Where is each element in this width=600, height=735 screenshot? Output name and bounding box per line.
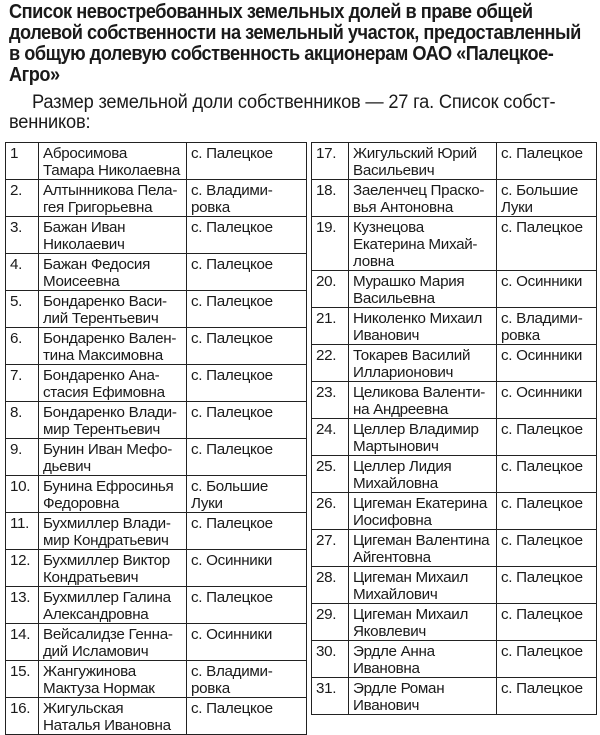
owner-row xyxy=(312,678,597,715)
owner-row xyxy=(6,550,307,587)
owner-name: Заеленчец Праско- вья Антоновна xyxy=(349,180,497,217)
owner-row xyxy=(6,180,307,217)
owner-row xyxy=(6,439,307,476)
owner-village: с. Осинники xyxy=(497,271,597,308)
owner-village: с. Палецкое xyxy=(497,641,597,678)
intro-line: венников: xyxy=(9,112,91,133)
owner-name: Целлер Владимир Мартынович xyxy=(349,419,497,456)
owner-name: Бондаренко Ана- стасия Ефимовна xyxy=(39,365,187,402)
owner-name: Николенко Михаил Иванович xyxy=(349,308,497,345)
owner-village: с. Палецкое xyxy=(187,513,307,550)
document-title: Список невостребованных земельных долей в праве общей долевой собственности на земельный участок, предоставленный в общую долевую собственность акционерам ОАО «Палецкое-Агро» xyxy=(9,1,581,86)
owner-row xyxy=(312,419,597,456)
row-number: 22. xyxy=(312,345,349,382)
owner-name: Целлер Лидия Михайловна xyxy=(349,456,497,493)
owner-village: с. Палецкое xyxy=(497,530,597,567)
row-number: 10. xyxy=(6,476,39,513)
owner-village: с. Осинники xyxy=(497,345,597,382)
owner-row xyxy=(6,254,307,291)
owner-row xyxy=(6,661,307,698)
owner-village: с. Осинники xyxy=(187,550,307,587)
owner-village: с. Палецкое xyxy=(497,567,597,604)
owner-village: с. Палецкое xyxy=(187,439,307,476)
owner-row xyxy=(6,143,307,180)
owner-village: с. Палецкое xyxy=(187,587,307,624)
owner-row xyxy=(312,143,597,180)
owner-village: с. Палецкое xyxy=(187,217,307,254)
row-number: 16. xyxy=(6,698,39,735)
owner-name: Бунина Ефросинья Федоровна xyxy=(39,476,187,513)
owner-village: с. Палецкое xyxy=(497,678,597,715)
owner-name: Жигульская Наталья Ивановна xyxy=(39,698,187,735)
row-number: 31. xyxy=(312,678,349,715)
row-number: 29. xyxy=(312,604,349,641)
row-number: 8. xyxy=(6,402,39,439)
owner-name: Вейсалидзе Генна- дий Исламович xyxy=(39,624,187,661)
owner-row xyxy=(6,587,307,624)
owner-name: Бондаренко Васи- лий Терентьевич xyxy=(39,291,187,328)
owner-village: с. Осинники xyxy=(497,382,597,419)
row-number: 9. xyxy=(6,439,39,476)
owner-row xyxy=(312,604,597,641)
owner-row xyxy=(6,217,307,254)
owner-row xyxy=(312,217,597,271)
owner-row xyxy=(312,345,597,382)
owner-village: с. Палецкое xyxy=(187,698,307,735)
row-number: 7. xyxy=(6,365,39,402)
owner-village: с. Палецкое xyxy=(187,365,307,402)
row-number: 19. xyxy=(312,217,349,271)
owner-village: с. Большие Луки xyxy=(497,180,597,217)
row-number: 15. xyxy=(6,661,39,698)
owner-name: Цигеман Михаил Михайлович xyxy=(349,567,497,604)
owner-row xyxy=(312,530,597,567)
intro-line: Размер земельной доли собственников — 27 га. Список собст- xyxy=(32,92,556,113)
owner-name: Алтынникова Пела- гея Григорьевна xyxy=(39,180,187,217)
owner-name: Кузнецова Екатерина Михай- ловна xyxy=(349,217,497,271)
owner-row xyxy=(312,641,597,678)
row-number: 28. xyxy=(312,567,349,604)
row-number: 11. xyxy=(6,513,39,550)
owner-name: Токарев Василий Илларионович xyxy=(349,345,497,382)
row-number: 3. xyxy=(6,217,39,254)
owner-name: Бажан Иван Николаевич xyxy=(39,217,187,254)
row-number: 13. xyxy=(6,587,39,624)
owner-name: Бондаренко Влади- мир Терентьевич xyxy=(39,402,187,439)
owner-village: с. Большие Луки xyxy=(187,476,307,513)
owner-row xyxy=(6,365,307,402)
owners-table-right xyxy=(311,142,597,715)
owner-name: Цигеман Екатерина Иосифовна xyxy=(349,493,497,530)
row-number: 27. xyxy=(312,530,349,567)
owner-name: Целикова Валенти- на Андреевна xyxy=(349,382,497,419)
owner-village: с. Палецкое xyxy=(497,143,597,180)
row-number: 25. xyxy=(312,456,349,493)
row-number: 18. xyxy=(312,180,349,217)
owner-name: Бажан Федосия Моисеевна xyxy=(39,254,187,291)
row-number: 20. xyxy=(312,271,349,308)
owner-row xyxy=(312,567,597,604)
owner-name: Бухмиллер Галина Александровна xyxy=(39,587,187,624)
owner-village: с. Палецкое xyxy=(187,143,307,180)
owner-name: Мурашко Мария Васильевна xyxy=(349,271,497,308)
owner-village: с. Владими- ровка xyxy=(187,661,307,698)
owner-row xyxy=(6,476,307,513)
owner-village: с. Палецкое xyxy=(187,254,307,291)
owner-name: Бухмиллер Виктор Кондратьевич xyxy=(39,550,187,587)
owner-row xyxy=(6,513,307,550)
owner-name: Абросимова Тамара Николаевна xyxy=(39,143,187,180)
row-number: 24. xyxy=(312,419,349,456)
row-number: 1 xyxy=(6,143,39,180)
owner-name: Жангужинова Мактуза Нормак xyxy=(39,661,187,698)
owner-row xyxy=(312,180,597,217)
row-number: 23. xyxy=(312,382,349,419)
owner-row xyxy=(312,382,597,419)
owner-name: Цигеман Михаил Яковлевич xyxy=(349,604,497,641)
owner-village: с. Палецкое xyxy=(497,419,597,456)
owner-village: с. Палецкое xyxy=(187,328,307,365)
row-number: 6. xyxy=(6,328,39,365)
owner-row xyxy=(312,308,597,345)
row-number: 2. xyxy=(6,180,39,217)
owner-village: с. Осинники xyxy=(187,624,307,661)
row-number: 4. xyxy=(6,254,39,291)
owner-name: Эрдле Анна Ивановна xyxy=(349,641,497,678)
owner-name: Цигеман Валентина Айгентовна xyxy=(349,530,497,567)
owner-name: Бухмиллер Влади- мир Кондратьевич xyxy=(39,513,187,550)
owner-village: с. Палецкое xyxy=(497,217,597,271)
row-number: 14. xyxy=(6,624,39,661)
owner-row xyxy=(6,402,307,439)
owners-table-left xyxy=(5,142,307,735)
owner-name: Жигульский Юрий Васильевич xyxy=(349,143,497,180)
owner-row xyxy=(312,456,597,493)
owner-row xyxy=(6,624,307,661)
owner-village: с. Палецкое xyxy=(187,291,307,328)
row-number: 21. xyxy=(312,308,349,345)
row-number: 17. xyxy=(312,143,349,180)
owner-village: с. Палецкое xyxy=(187,402,307,439)
owner-village: с. Владими- ровка xyxy=(187,180,307,217)
owner-row xyxy=(312,493,597,530)
owner-name: Эрдле Роман Иванович xyxy=(349,678,497,715)
owner-name: Бунин Иван Мефо- дьевич xyxy=(39,439,187,476)
row-number: 26. xyxy=(312,493,349,530)
row-number: 5. xyxy=(6,291,39,328)
owner-name: Бондаренко Вален- тина Максимовна xyxy=(39,328,187,365)
intro-paragraph xyxy=(9,93,585,133)
owner-village: с. Владими- ровка xyxy=(497,308,597,345)
row-number: 30. xyxy=(312,641,349,678)
owner-village: с. Палецкое xyxy=(497,604,597,641)
owner-village: с. Палецкое xyxy=(497,493,597,530)
owner-row xyxy=(6,291,307,328)
row-number: 12. xyxy=(6,550,39,587)
owner-row xyxy=(6,328,307,365)
owner-row xyxy=(312,271,597,308)
owner-village: с. Палецкое xyxy=(497,456,597,493)
